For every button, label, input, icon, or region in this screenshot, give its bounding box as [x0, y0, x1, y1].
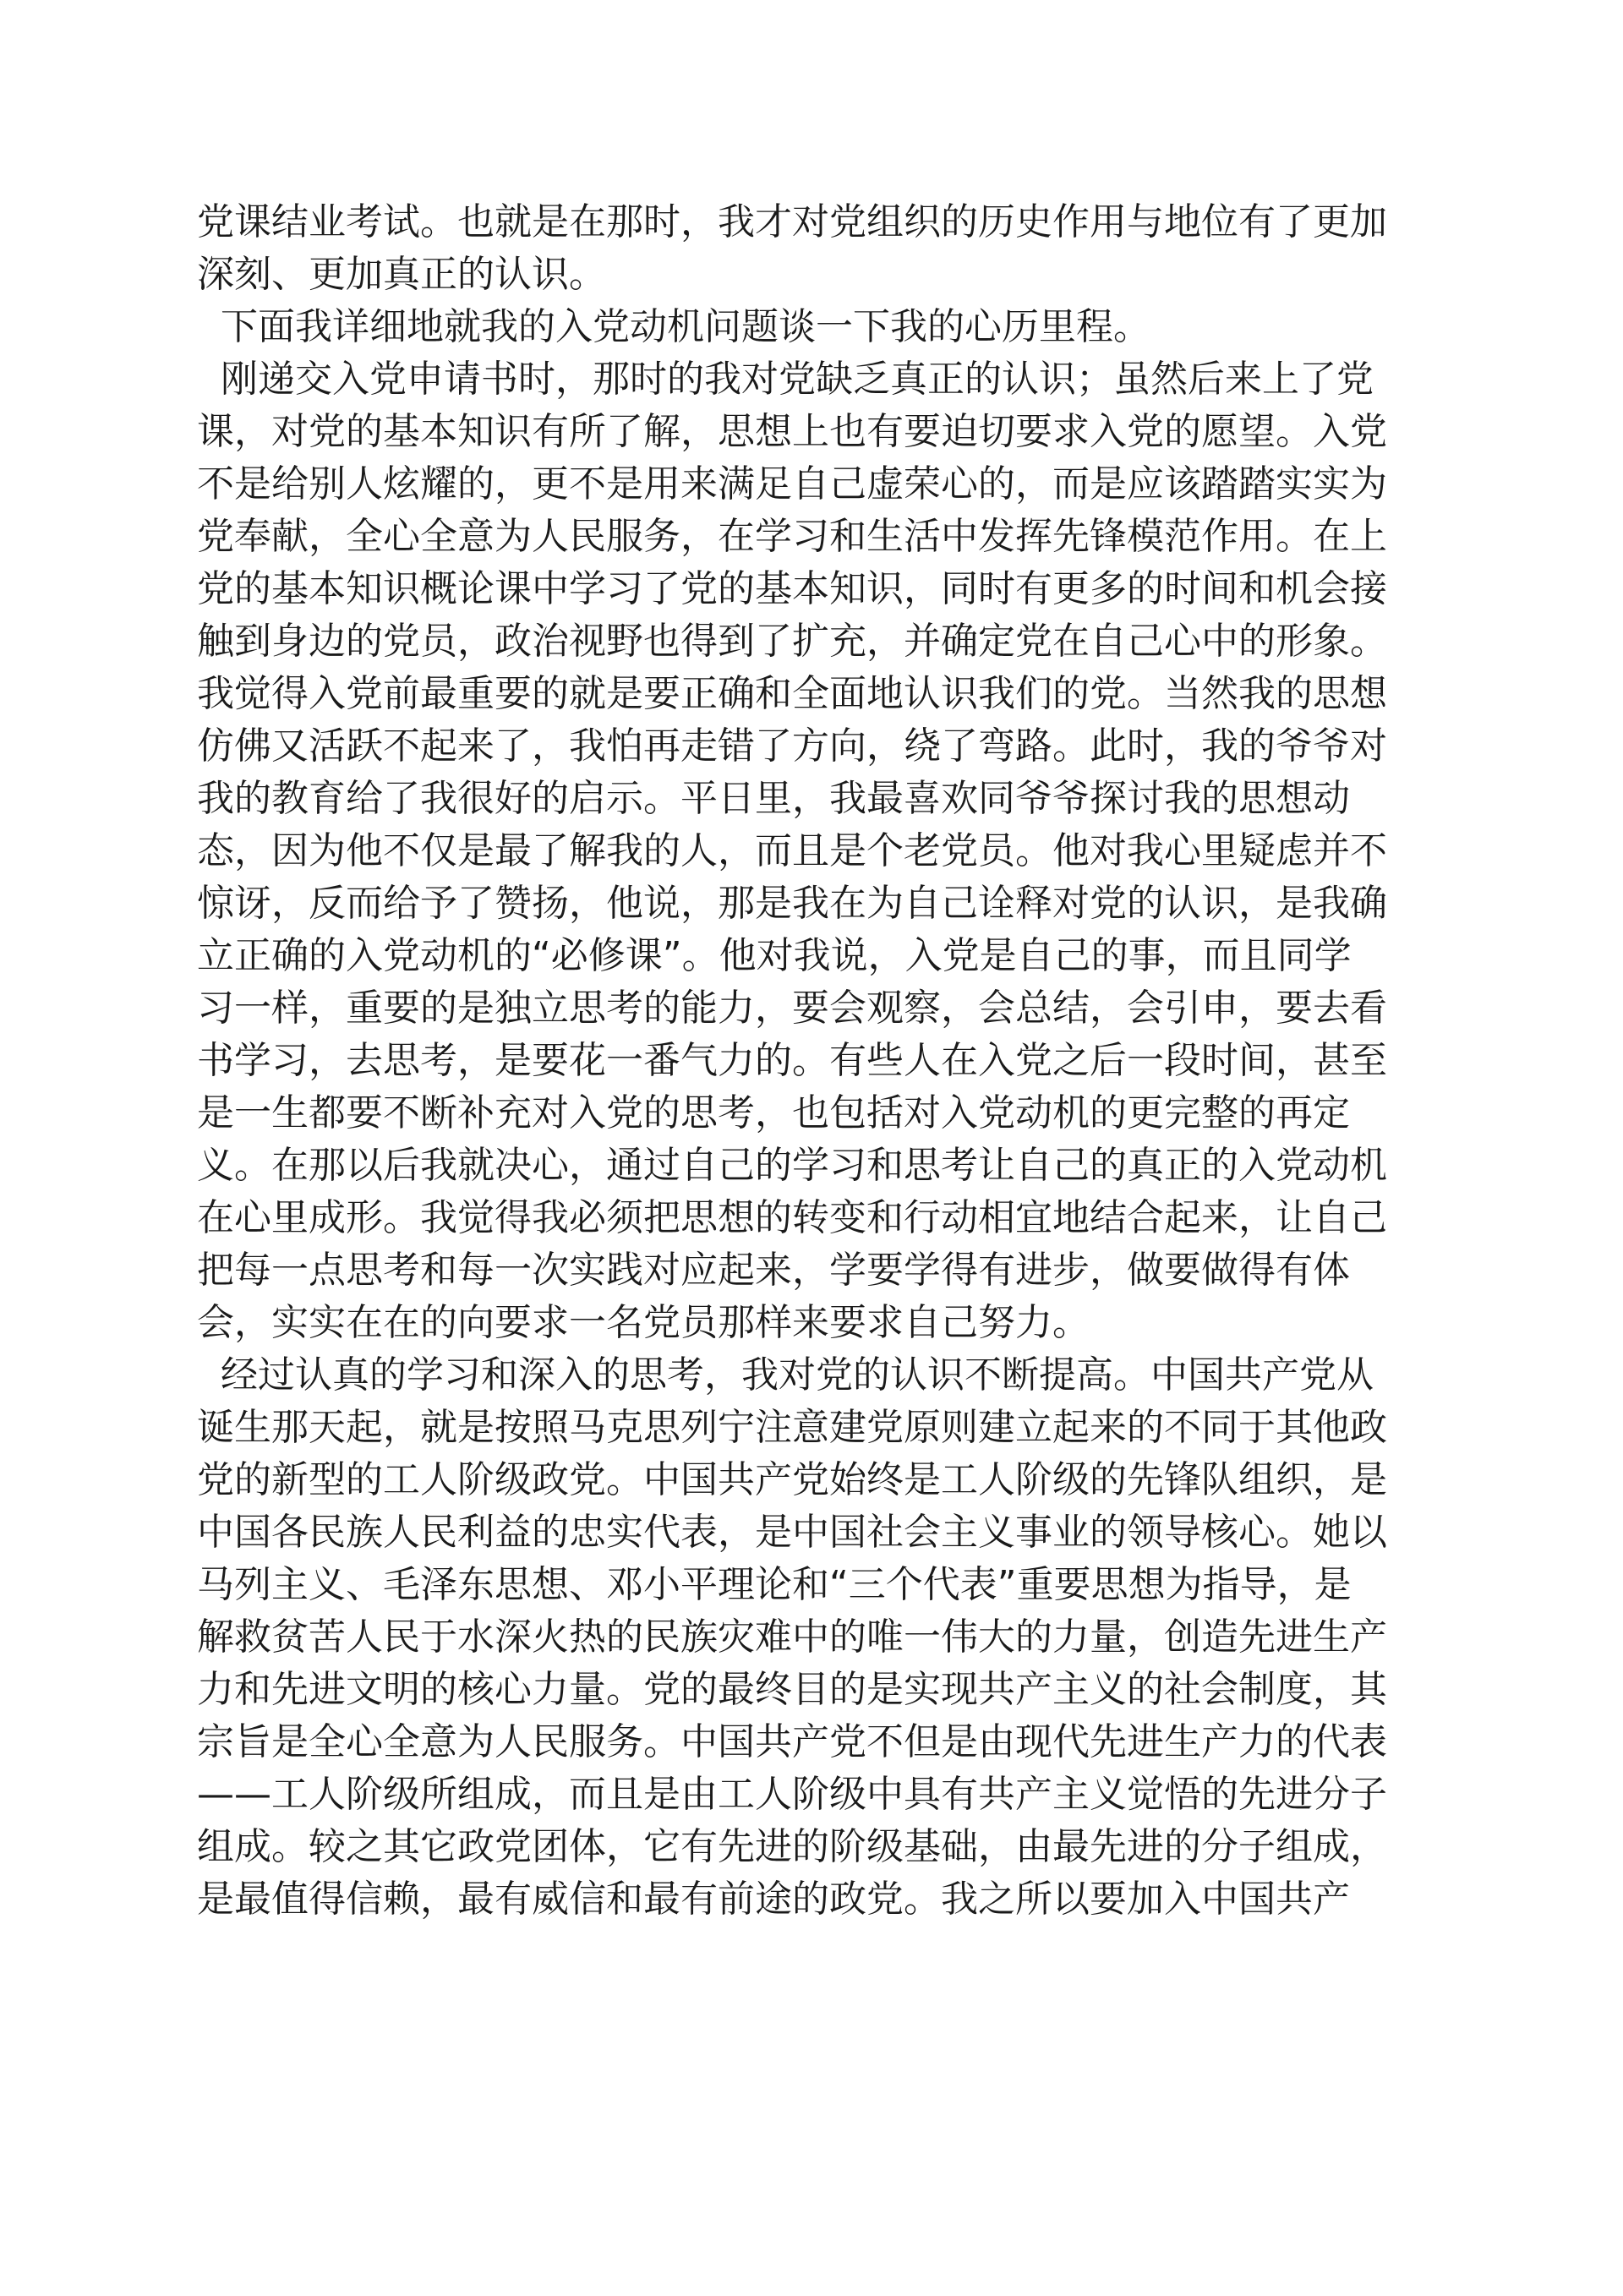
- text-line: ——工人阶级所组成，而且是由工人阶级中具有共产主义觉悟的先进分子: [197, 1773, 1387, 1816]
- text-line: 中国各民族人民利益的忠实代表，是中国社会主义事业的领导核心。她以: [197, 1511, 1387, 1554]
- paragraph: [197, 301, 1431, 353]
- text-line: 解救贫苦人民于水深火热的民族灾难中的唯一伟大的力量，创造先进生产: [197, 1615, 1387, 1659]
- text-line: 义。在那以后我就决心，通过自己的学习和思考让自己的真正的入党动机: [197, 1144, 1387, 1187]
- text-line: 党的基本知识概论课中学习了党的基本知识，同时有更多的时间和机会接: [197, 567, 1387, 610]
- text-line: 组成。较之其它政党团体，它有先进的阶级基础，由最先进的分子组成，: [197, 1825, 1387, 1868]
- text-line: 是最值得信赖，最有威信和最有前途的政党。我之所以要加入中国共产: [197, 1878, 1350, 1921]
- text-line: 是一生都要不断补充对入党的思考，也包括对入党动机的更完整的再定: [197, 1091, 1350, 1134]
- text-line: 惊讶，反而给予了赞扬，他说，那是我在为自己诠释对党的认识，是我确: [197, 882, 1387, 925]
- text-line: 不是给别人炫耀的，更不是用来满足自己虚荣心的，而是应该踏踏实实为: [197, 462, 1387, 506]
- paragraph: [197, 1349, 1431, 1926]
- text-line: 党奉献，全心全意为人民服务，在学习和生活中发挥先锋模范作用。在上: [197, 515, 1387, 558]
- text-line: 仿佛又活跃不起来了，我怕再走错了方向，绕了弯路。此时，我的爷爷对: [197, 724, 1387, 768]
- document-body: [197, 196, 1431, 1926]
- text-line: 会，实实在在的向要求一名党员那样来要求自己努力。: [197, 1301, 1090, 1344]
- text-line: 宗旨是全心全意为人民服务。中国共产党不但是由现代先进生产力的代表: [197, 1720, 1387, 1763]
- text-line: 课，对党的基本知识有所了解，思想上也有要迫切要求入党的愿望。入党: [197, 410, 1387, 453]
- text-line: 习一样，重要的是独立思考的能力，要会观察，会总结，会引申，要去看: [197, 987, 1387, 1030]
- text-line: 诞生那天起，就是按照马克思列宁注意建党原则建立起来的不同于其他政: [197, 1406, 1387, 1449]
- text-line: 触到身边的党员，政治视野也得到了扩充，并确定党在自己心中的形象。: [197, 620, 1387, 663]
- text-line: 我觉得入党前最重要的就是要正确和全面地认识我们的党。当然我的思想: [197, 672, 1387, 715]
- text-line: 下面我详细地就我的入党动机问题谈一下我的心历里程。: [197, 305, 1150, 348]
- text-line: 党的新型的工人阶级政党。中国共产党始终是工人阶级的先锋队组织，是: [197, 1458, 1387, 1501]
- text-line: 态，因为他不仅是最了解我的人，而且是个老党员。他对我心里疑虑并不: [197, 829, 1387, 872]
- text-line: 党课结业考试。也就是在那时，我才对党组织的历史作用与地位有了更加: [197, 200, 1387, 243]
- text-line: 力和先进文明的核心力量。党的最终目的是实现共产主义的社会制度，其: [197, 1668, 1387, 1711]
- text-line: 书学习，去思考，是要花一番气力的。有些人在入党之后一段时间，甚至: [197, 1039, 1387, 1082]
- paragraph: [197, 196, 1431, 301]
- text-line: 立正确的入党动机的“必修课”。他对我说，入党是自己的事，而且同学: [197, 934, 1352, 977]
- text-line: 我的教育给了我很好的启示。平日里，我最喜欢同爷爷探讨我的思想动: [197, 777, 1350, 820]
- text-line: 刚递交入党申请书时，那时的我对党缺乏真正的认识；虽然后来上了党: [197, 358, 1374, 401]
- text-line: 在心里成形。我觉得我必须把思想的转变和行动相宜地结合起来，让自己: [197, 1196, 1387, 1239]
- text-line: 深刻、更加真正的认识。: [197, 253, 606, 296]
- text-line: 把每一点思考和每一次实践对应起来，学要学得有进步，做要做得有体: [197, 1249, 1350, 1292]
- text-line: 经过认真的学习和深入的思考，我对党的认识不断提高。中国共产党从: [197, 1353, 1374, 1397]
- paragraph: [197, 353, 1431, 1349]
- text-line: 马列主义、毛泽东思想、邓小平理论和“三个代表”重要思想为指导，是: [197, 1563, 1352, 1606]
